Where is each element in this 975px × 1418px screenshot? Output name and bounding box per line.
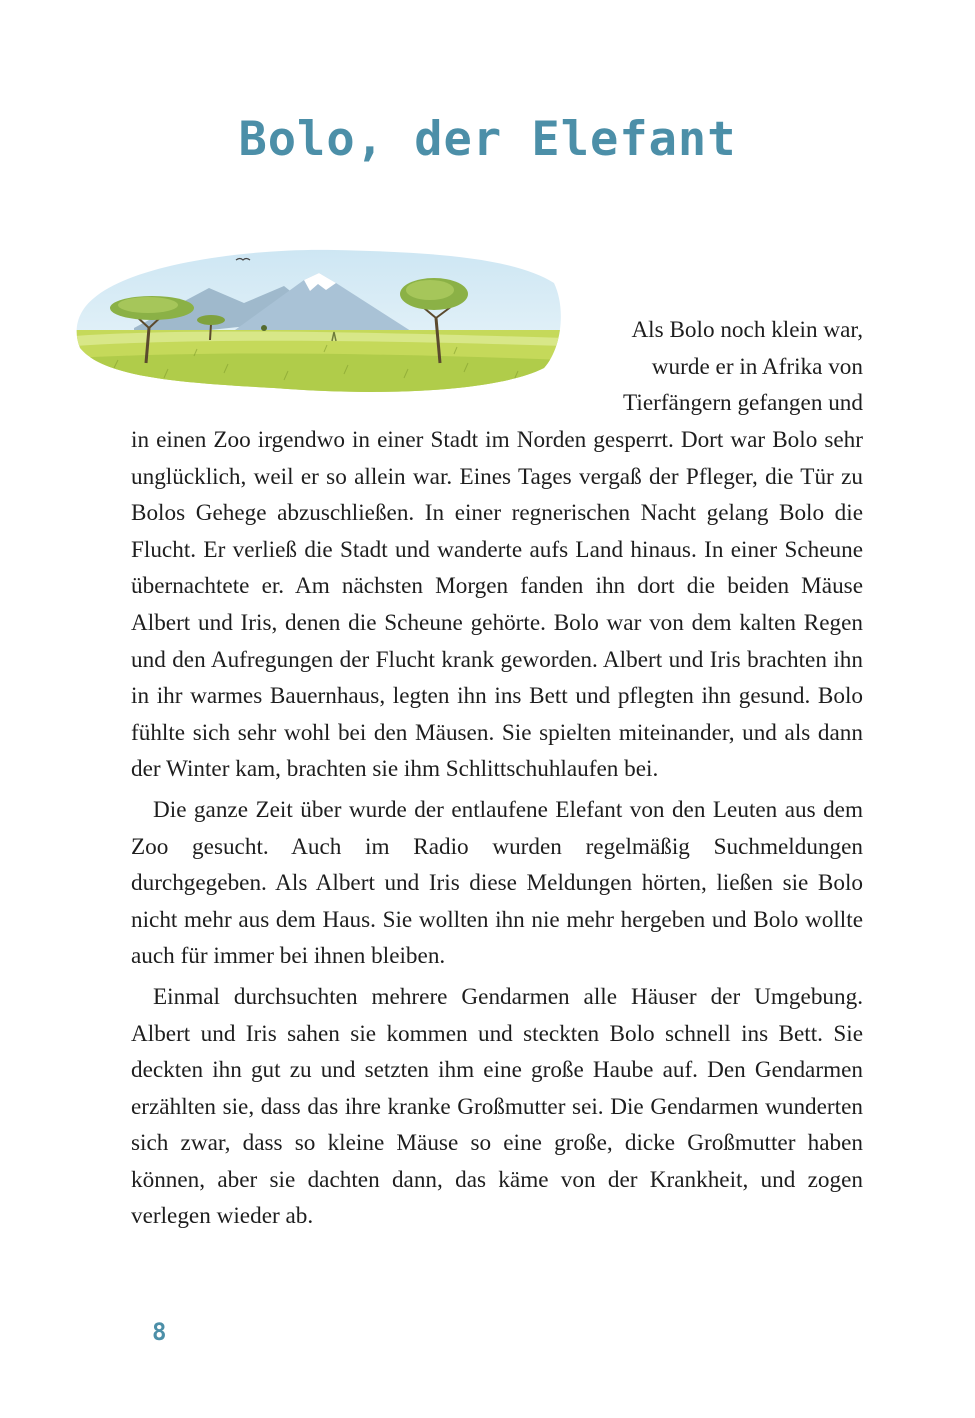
intro-line: Als Bolo noch klein war, bbox=[631, 317, 863, 343]
paragraph: in einen Zoo irgendwo in einer Stadt im Norden gesperrt. Dort war Bolo sehr unglücklich, weil er so allein war. Eines Tages vergaß der Pfleger, die Tür zu Bolos Gehege abzuschließen. In einer regnerischen Nacht gelang Bolo die Flucht. Er verließ die Stadt und wanderte aufs Land hinaus. In einer Scheune übernachtete er. Am nächsten Morgen fanden ihn dort die beiden Mäuse Albert und Iris, denen die Scheune gehörte. Bolo war von dem kalten Regen und den Aufregungen der Flucht krank geworden. Albert und Iris brachten ihn in ihr warmes Bauernhaus, legten ihn ins Bett und pflegten ihn gesund. Bolo fühlte sich sehr wohl bei den Mäusen. Sie spielten miteinander, und als dann der Winter kam, brachten sie ihm Schlittschuhlaufen bei. bbox=[131, 427, 863, 783]
chapter-title: Bolo, der Elefant bbox=[238, 112, 737, 167]
intro-line: wurde er in Afrika von bbox=[651, 353, 863, 380]
page-number: 8 bbox=[152, 1318, 167, 1346]
chapter-body bbox=[131, 422, 863, 1235]
intro-line: Tierfängern gefangen und bbox=[623, 390, 863, 416]
intro-text bbox=[483, 312, 863, 422]
paragraph: Die ganze Zeit über wurde der entlaufene Elefant von den Leuten aus dem Zoo gesucht. Auch im Radio wurden regelmäßig Suchmeldungen durchgegeben. Als Albert und Iris diese Meldungen hörten, ließen sie Bolo nicht mehr aus dem Haus. Sie wollten ihn nie mehr hergeben und Bolo wollte auch für immer bei ihnen bleiben. bbox=[131, 796, 863, 970]
paragraph: Einmal durchsuchten mehrere Gendarmen alle Häuser der Umgebung. Albert und Iris sahen sie kommen und steckten Bolo schnell ins Bett. Sie deckten ihn gut zu und setzten ihm eine große Haube auf. Den Gendarmen erzählten sie, dass das ihre kranke Großmutter sei. Die Gendarmen wunderten sich zwar, dass so kleine Mäuse so eine große, dicke Großmutter haben können, aber sie dachten dann, das käme von der Krankheit, und zogen verlegen wieder ab. bbox=[131, 983, 863, 1230]
